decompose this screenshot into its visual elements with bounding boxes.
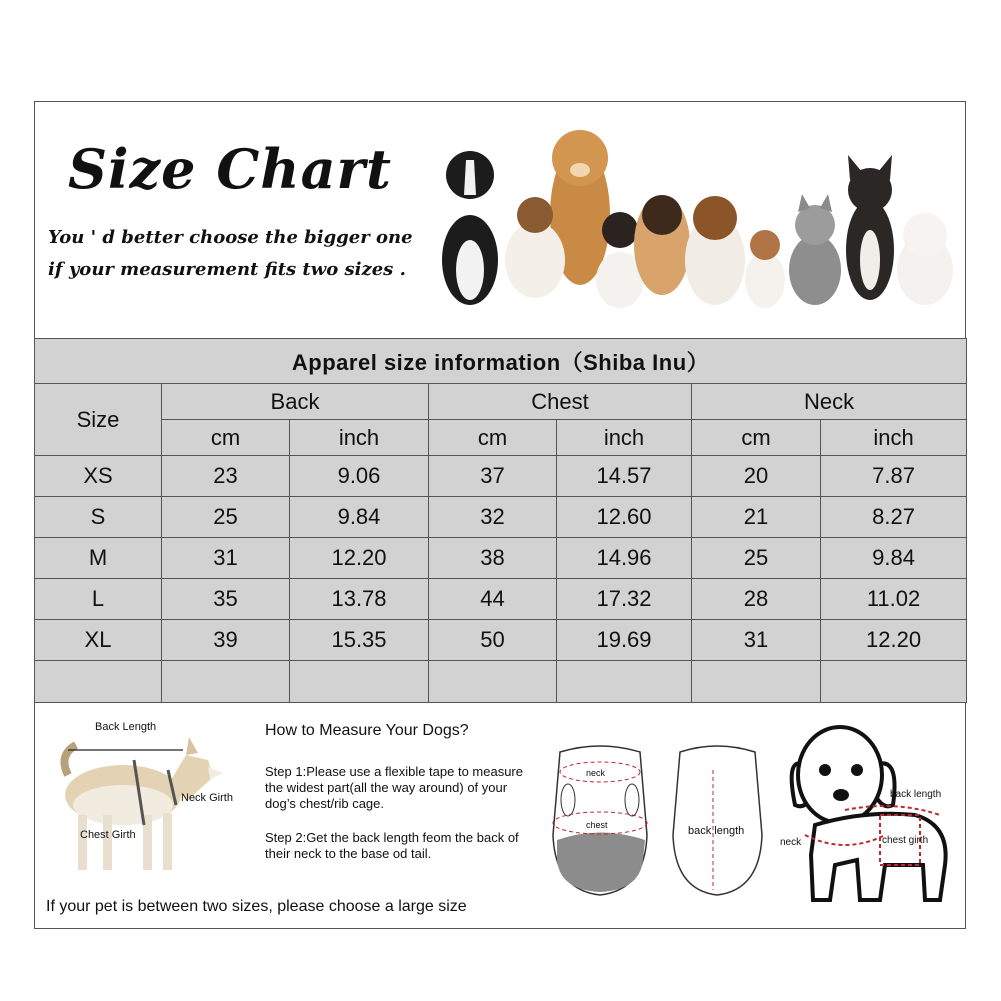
back-group-header: Back [162,384,429,420]
table-caption: Apparel size information（Shiba Inu） [35,339,967,384]
unit-header: cm [162,420,290,456]
unit-header: cm [692,420,821,456]
subtitle-line-1: You ' d better choose the bigger one [48,227,413,248]
value-cell: 37 [429,456,557,497]
french-bulldog-illustration [846,155,894,300]
value-cell: 12.60 [557,497,692,538]
value-cell: 50 [429,620,557,661]
table-row [35,497,967,538]
vest-chest-label: chest [586,820,608,830]
value-cell: 39 [162,620,290,661]
value-cell: 11.02 [821,579,967,620]
step-1-text: Step 1:Please use a flexible tape to measure the widest part(all the way around) of your dog’s chest/rib cage. [265,764,523,811]
page-title: Size Chart [68,137,392,201]
value-cell: 31 [692,620,821,661]
value-cell: 13.78 [290,579,429,620]
size-cell: S [35,497,162,538]
neck-group-header: Neck [692,384,967,420]
size-cell: XS [35,456,162,497]
puppy-measure-diagram [775,715,965,910]
table-row [35,620,967,661]
value-cell: 8.27 [821,497,967,538]
vest-neck-label: neck [586,768,606,778]
value-cell: 21 [692,497,821,538]
value-cell: 44 [429,579,557,620]
chest-group-header: Chest [429,384,692,420]
beagle-illustration [685,196,745,305]
value-cell: 12.20 [290,538,429,579]
empty-table-row [35,661,967,703]
value-cell: 14.57 [557,456,692,497]
value-cell: 14.96 [557,538,692,579]
value-cell: 38 [429,538,557,579]
value-cell: 19.69 [557,620,692,661]
measure-title: How to Measure Your Dogs? [265,722,469,739]
value-cell: 35 [162,579,290,620]
neck-girth-label: Neck Girth [181,792,233,804]
value-cell: 25 [692,538,821,579]
chest-girth-label: Chest Girth [80,829,136,841]
value-cell: 23 [162,456,290,497]
size-table [34,338,967,703]
value-cell: 32 [429,497,557,538]
puppy-chest-girth-label: chest girth [882,835,929,846]
value-cell: 12.20 [821,620,967,661]
value-cell: 9.84 [821,538,967,579]
step-2-text: Step 2:Get the back length feom the back of their neck to the base od tail. [265,830,519,861]
pekingese-illustration [634,195,690,295]
back-length-label: Back Length [95,721,157,733]
white-cat-illustration [897,213,953,305]
vest-back-length-label: back length [688,825,745,837]
size-cell: L [35,579,162,620]
table-caption-row [35,339,967,384]
value-cell: 15.35 [290,620,429,661]
value-cell: 20 [692,456,821,497]
table-row [35,579,967,620]
footer-note: If your pet is between two sizes, please choose a large size [46,898,467,915]
small-puppy-illustration [745,230,785,308]
value-cell: 17.32 [557,579,692,620]
unit-header: cm [429,420,557,456]
puppy-neck-label: neck [780,837,802,848]
pets-group-image [430,120,960,310]
table-row [35,456,967,497]
size-cell: XL [35,620,162,661]
unit-header: inch [821,420,967,456]
value-cell: 9.84 [290,497,429,538]
value-cell: 7.87 [821,456,967,497]
border-collie-illustration [442,151,498,305]
value-cell: 9.06 [290,456,429,497]
size-column-header: Size [35,384,162,456]
size-cell: M [35,538,162,579]
vest-back-diagram [665,740,770,900]
subtitle-line-2: if your measurement fits two sizes . [48,259,406,280]
value-cell: 31 [162,538,290,579]
unit-header: inch [290,420,429,456]
value-cell: 28 [692,579,821,620]
group-header-row [35,384,967,420]
value-cell: 25 [162,497,290,538]
puppy-back-length-label: back length [890,789,942,800]
unit-header: inch [557,420,692,456]
table-row [35,538,967,579]
grey-cat-illustration [789,194,841,305]
unit-header-row [35,420,967,456]
